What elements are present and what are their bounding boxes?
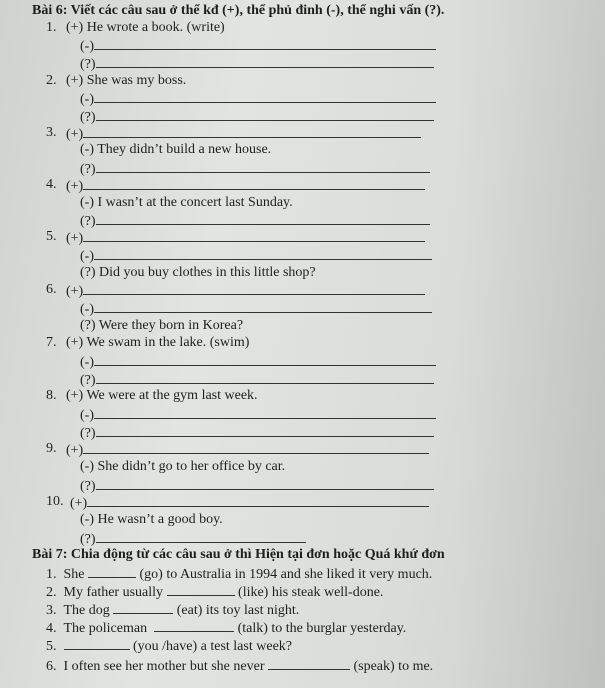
item-number: 2. bbox=[46, 585, 57, 600]
exercise-6-title: Bài 6: Viết các câu sau ở thể kđ (+), thể phủ đinh (-), thể nghi vấn (?). bbox=[32, 3, 445, 18]
ex6-item-3-positive: (+) bbox=[66, 125, 421, 143]
answer-blank[interactable] bbox=[94, 300, 432, 313]
ex6-item-3-number: 3. bbox=[46, 125, 57, 140]
ex6-item-1-question: (?) bbox=[80, 55, 434, 73]
ex6-item-8-positive: (+) We were at the gym last week. bbox=[66, 388, 258, 403]
ex6-item-2-number: 2. bbox=[46, 73, 57, 88]
ex6-item-4-positive: (+) bbox=[66, 177, 425, 195]
ex6-item-6-positive: (+) bbox=[66, 282, 425, 300]
ex6-item-9-question: (?) bbox=[80, 477, 434, 495]
answer-blank[interactable] bbox=[96, 530, 306, 543]
ex6-item-8-negative: (-) bbox=[80, 406, 436, 424]
item-number: 4. bbox=[46, 621, 57, 636]
ex6-item-7-positive: (+) We swam in the lake. (swim) bbox=[66, 335, 250, 350]
answer-blank[interactable] bbox=[83, 441, 429, 454]
item-number: 5. bbox=[46, 639, 57, 654]
ex6-item-4-number: 4. bbox=[46, 177, 57, 192]
answer-blank[interactable] bbox=[94, 90, 436, 103]
verb-blank[interactable] bbox=[154, 619, 234, 632]
answer-blank[interactable] bbox=[94, 406, 436, 419]
verb-blank[interactable] bbox=[113, 601, 173, 614]
answer-blank[interactable] bbox=[96, 55, 434, 68]
answer-blank[interactable] bbox=[83, 177, 425, 190]
verb-blank[interactable] bbox=[167, 583, 235, 596]
ex6-item-2-positive: (+) She was my boss. bbox=[66, 73, 187, 88]
ex6-item-4-question: (?) bbox=[80, 212, 430, 230]
ex6-item-2-question: (?) bbox=[80, 108, 434, 126]
answer-blank[interactable] bbox=[96, 108, 434, 121]
verb-blank[interactable] bbox=[88, 565, 136, 578]
ex6-item-7-question: (?) bbox=[80, 371, 434, 389]
ex6-item-9-positive: (+) bbox=[66, 441, 429, 459]
ex6-item-6-negative: (-) bbox=[80, 300, 432, 318]
ex7-item-6: 6. I often see her mother but she never (speak) to me. bbox=[46, 659, 434, 674]
exercise-7-title: Bài 7: Chia động từ các câu sau ở thì Hiện tại đơn hoặc Quá khứ đơn bbox=[32, 547, 445, 562]
ex6-item-4-negative: (-) I wasn’t at the concert last Sunday. bbox=[80, 195, 293, 210]
ex6-item-10-negative: (-) He wasn’t a good boy. bbox=[80, 512, 223, 527]
answer-blank[interactable] bbox=[87, 494, 429, 507]
ex6-item-1-number: 1. bbox=[46, 20, 57, 35]
ex7-item-1: 1. She (go) to Australia in 1994 and she liked it very much. bbox=[46, 567, 433, 582]
ex6-item-5-number: 5. bbox=[46, 229, 57, 244]
ex6-item-9-number: 9. bbox=[46, 441, 57, 456]
ex6-item-1-negative: (-) bbox=[80, 37, 436, 55]
item-number: 6. bbox=[46, 659, 57, 674]
ex6-item-1-positive: (+) He wrote a book. (write) bbox=[66, 20, 225, 35]
ex6-item-8-number: 8. bbox=[46, 388, 57, 403]
ex7-item-3: 3. The dog (eat) its toy last night. bbox=[46, 603, 300, 618]
ex6-item-7-negative: (-) bbox=[80, 353, 436, 371]
ex7-item-5: 5. (you /have) a test last week? bbox=[46, 639, 292, 654]
answer-blank[interactable] bbox=[96, 424, 434, 437]
answer-blank[interactable] bbox=[83, 229, 425, 242]
answer-blank[interactable] bbox=[94, 353, 436, 366]
verb-blank[interactable] bbox=[268, 657, 350, 670]
ex6-item-3-negative: (-) They didn’t build a new house. bbox=[80, 142, 272, 157]
item-number: 1. bbox=[46, 567, 57, 582]
ex6-item-6-question: (?) Were they born in Korea? bbox=[80, 318, 244, 333]
ex6-item-5-positive: (+) bbox=[66, 229, 425, 247]
ex6-item-6-number: 6. bbox=[46, 282, 57, 297]
ex6-item-9-negative: (-) She didn’t go to her office by car. bbox=[80, 459, 286, 474]
answer-blank[interactable] bbox=[83, 282, 425, 295]
answer-blank[interactable] bbox=[83, 125, 421, 138]
ex6-item-8-question: (?) bbox=[80, 424, 434, 442]
ex6-item-10-positive: (+) bbox=[70, 494, 429, 512]
ex6-item-10-question: (?) bbox=[80, 530, 306, 548]
ex6-item-3-question: (?) bbox=[80, 160, 430, 178]
ex7-item-2: 2. My father usually (like) his steak well-done. bbox=[46, 585, 384, 600]
answer-blank[interactable] bbox=[94, 37, 436, 50]
verb-blank[interactable] bbox=[64, 637, 130, 650]
ex6-item-10-number: 10. bbox=[46, 494, 64, 509]
answer-blank[interactable] bbox=[96, 212, 430, 225]
answer-blank[interactable] bbox=[96, 160, 430, 173]
ex6-item-5-question: (?) Did you buy clothes in this little shop? bbox=[80, 265, 316, 280]
page-edge-shade bbox=[455, 0, 605, 688]
ex6-item-2-negative: (-) bbox=[80, 90, 436, 108]
ex6-item-7-number: 7. bbox=[46, 335, 57, 350]
answer-blank[interactable] bbox=[96, 371, 434, 384]
answer-blank[interactable] bbox=[96, 477, 434, 490]
ex7-item-4: 4. The policeman (talk) to the burglar yesterday. bbox=[46, 621, 407, 636]
ex6-item-5-negative: (-) bbox=[80, 247, 432, 265]
item-number: 3. bbox=[46, 603, 57, 618]
answer-blank[interactable] bbox=[94, 247, 432, 260]
